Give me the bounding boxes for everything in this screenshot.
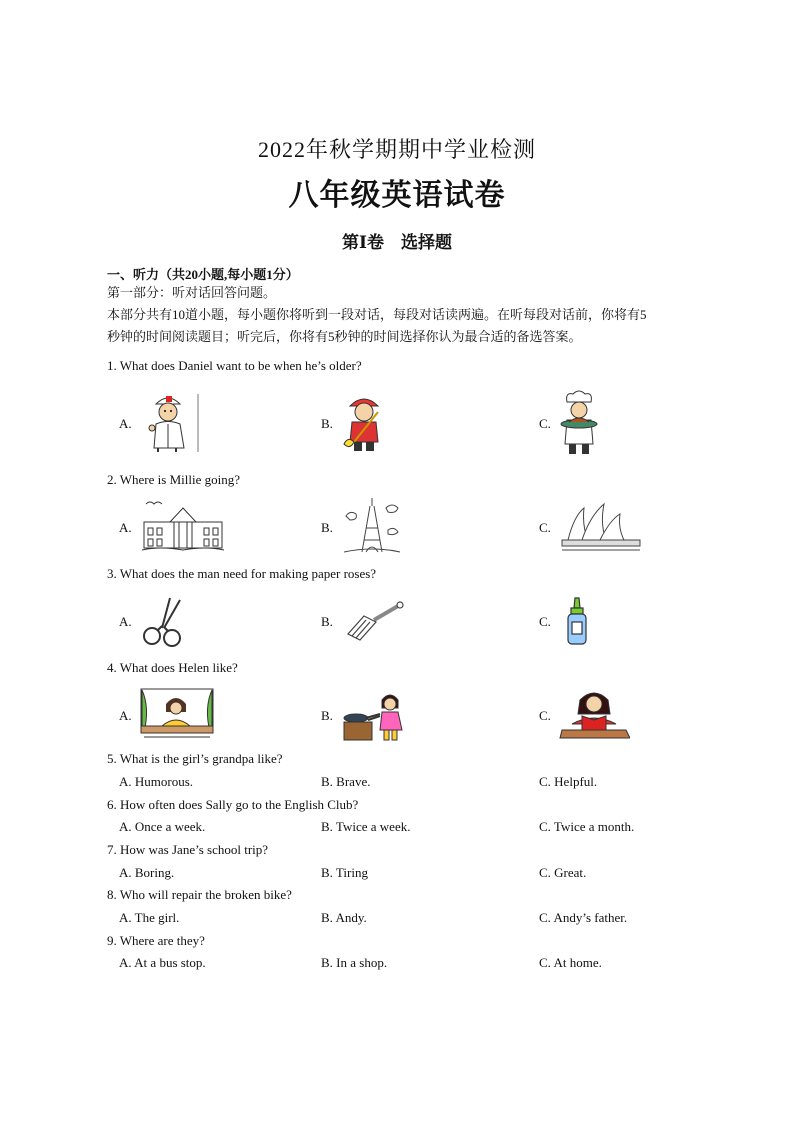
q6-option-c: C. Twice a month. (539, 819, 635, 834)
girl-at-window-icon (140, 688, 214, 740)
instructions-line2: 秒钟的时间阅读题目；听完后，你将有5秒钟的时间选择你认为最合适的备选答案。 (107, 329, 582, 344)
brush-icon (344, 600, 406, 644)
scissors-icon (140, 596, 188, 648)
q3-option-c: C. (539, 614, 551, 629)
q4-option-c: C. (539, 708, 551, 723)
question-4: 4. What does Helen like? (107, 660, 238, 675)
question-6: 6. How often does Sally go to the English Club? (107, 797, 359, 812)
q5-option-a: A. Humorous. (119, 774, 194, 789)
q9-option-a: A. At a bus stop. (119, 955, 206, 970)
exam-title: 八年级英语试卷 (288, 179, 506, 212)
glue-icon (562, 596, 592, 648)
q5-option-c: C. Helpful. (539, 774, 598, 789)
q5-option-b: B. Brave. (321, 774, 371, 789)
chef-icon (555, 390, 603, 456)
exam-term-title: 2022年秋学期期中学业检测 (257, 137, 536, 162)
question-5: 5. What is the girl’s grandpa like? (107, 751, 283, 766)
part-heading: 第一部分：听对话回答问题。 (107, 285, 277, 300)
opera-house-icon (560, 500, 642, 552)
question-8: 8. Who will repair the broken bike? (107, 887, 292, 902)
question-2: 2. Where is Millie going? (107, 472, 240, 487)
q9-option-c: C. At home. (539, 955, 602, 970)
white-house-icon (140, 500, 226, 554)
volume-title: 第Ⅰ卷 选择题 (342, 233, 452, 252)
q2-option-c: C. (539, 520, 551, 535)
q4-option-b: B. (321, 708, 333, 723)
q8-option-a: A. The girl. (119, 910, 180, 925)
question-9: 9. Where are they? (107, 933, 205, 948)
doctor-icon (146, 392, 200, 454)
q1-option-b: B. (321, 416, 333, 431)
q7-option-b: B. Tiring (321, 865, 368, 880)
girl-cooking-icon (342, 690, 408, 742)
firefighter-icon (340, 392, 390, 454)
q3-option-a: A. (119, 614, 132, 629)
q7-option-a: A. Boring. (119, 865, 175, 880)
question-7: 7. How was Jane’s school trip? (107, 842, 269, 857)
eiffel-tower-icon (342, 496, 402, 556)
q1-option-a: A. (119, 416, 132, 431)
q1-option-c: C. (539, 416, 551, 431)
q6-option-a: A. Once a week. (119, 819, 206, 834)
girl-reading-icon (558, 688, 630, 740)
section-heading: 一、听力（共20小题,每小题1分） (107, 267, 299, 282)
q9-option-b: B. In a shop. (321, 955, 388, 970)
instructions-line1: 本部分共有10道小题，每小题你将听到一段对话，每段对话读两遍。在听每段对话前，你将有5 (107, 307, 647, 322)
q3-option-b: B. (321, 614, 333, 629)
q2-option-b: B. (321, 520, 333, 535)
q6-option-b: B. Twice a week. (321, 819, 411, 834)
question-3: 3. What does the man need for making paper roses? (107, 566, 377, 581)
question-1: 1. What does Daniel want to be when he’s older? (107, 358, 362, 373)
q8-option-b: B. Andy. (321, 910, 367, 925)
q4-option-a: A. (119, 708, 132, 723)
q7-option-c: C. Great. (539, 865, 587, 880)
q2-option-a: A. (119, 520, 132, 535)
q8-option-c: C. Andy’s father. (539, 910, 628, 925)
